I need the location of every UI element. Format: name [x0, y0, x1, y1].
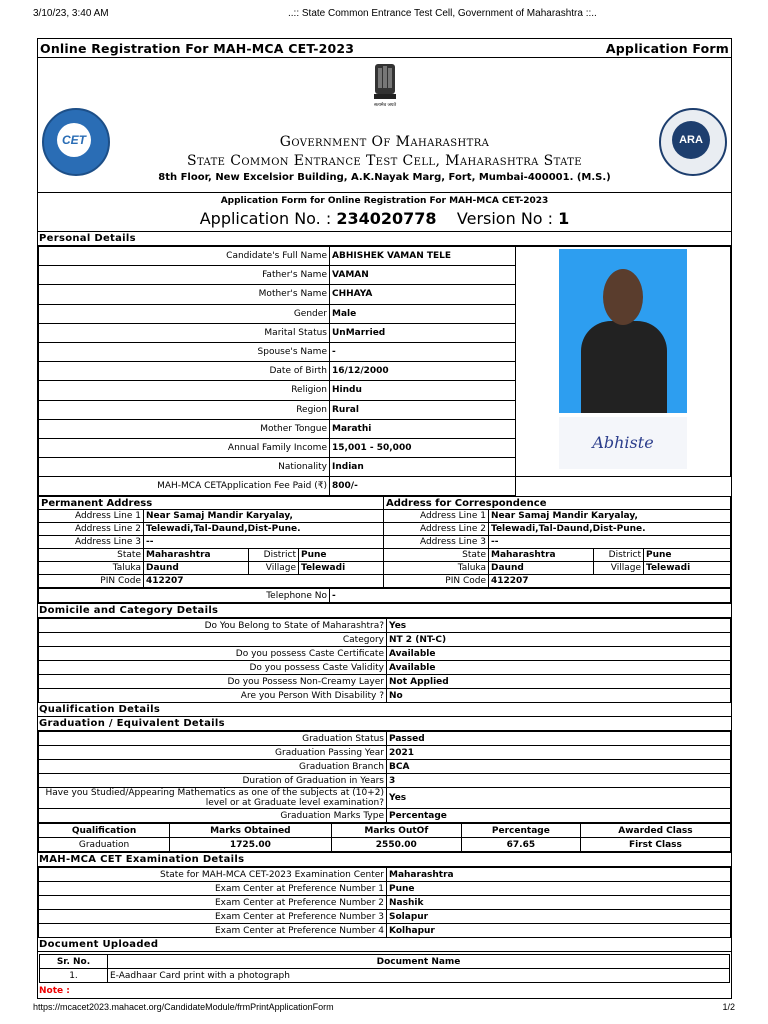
- marks-col-header: Marks Obtained: [170, 824, 332, 838]
- print-page-title: ..:: State Common Entrance Test Cell, Government of Maharashtra ::..: [288, 8, 597, 19]
- exam-center-value: Solapur: [387, 910, 731, 924]
- graduation-label: Graduation Status: [39, 732, 387, 746]
- domicile-value: Available: [387, 661, 731, 675]
- form-title-bar: [38, 39, 731, 58]
- domicile-row: [39, 619, 731, 633]
- marks-cell: 67.65: [461, 838, 580, 852]
- graduation-label: Graduation Passing Year: [39, 746, 387, 760]
- domicile-value: Not Applied: [387, 675, 731, 689]
- personal-value: 15,001 - 50,000: [330, 438, 516, 457]
- address-line1-label: Address Line 1: [384, 510, 489, 523]
- personal-label: Religion: [39, 381, 330, 400]
- permanent-line1: Near Samaj Mandir Karyalay,: [144, 510, 384, 523]
- doc-sr-header: Sr. No.: [40, 955, 108, 969]
- graduation-value: 2021: [387, 746, 731, 760]
- cet-logo-text: CET: [57, 123, 91, 157]
- domicile-label: Do you possess Caste Certificate: [39, 647, 387, 661]
- graduation-value: Yes: [387, 788, 731, 809]
- personal-value: Indian: [330, 458, 516, 477]
- district-label: District: [594, 549, 644, 562]
- correspondence-district: Pune: [644, 549, 731, 562]
- government-title: Government Of Maharashtra: [279, 134, 490, 150]
- graduation-label: Have you Studied/Appearing Mathematics as one of the subjects at (10+2) level or at Graduate level examination?: [39, 788, 387, 809]
- personal-value: Marathi: [330, 419, 516, 438]
- personal-label: Marital Status: [39, 323, 330, 342]
- permanent-line3: --: [144, 536, 384, 549]
- graduation-label: Graduation Marks Type: [39, 809, 387, 823]
- personal-label: Father's Name: [39, 266, 330, 285]
- domicile-row: [39, 647, 731, 661]
- browser-footer: [33, 1002, 735, 1012]
- graduation-value: Passed: [387, 732, 731, 746]
- application-form-label: Application Form: [605, 40, 729, 56]
- village-label: Village: [594, 562, 644, 575]
- personal-value: VAMAN: [330, 266, 516, 285]
- personal-details-heading: Personal Details: [38, 232, 731, 246]
- print-page-number: 1/2: [722, 1002, 735, 1012]
- exam-table: [38, 867, 731, 938]
- telephone-label: Telephone No: [39, 589, 330, 603]
- district-label: District: [249, 549, 299, 562]
- personal-label: Mother Tongue: [39, 419, 330, 438]
- documents-heading: Document Uploaded: [38, 938, 731, 952]
- pin-label: PIN Code: [384, 575, 489, 588]
- version-label: Version No :: [456, 209, 554, 228]
- pin-label: PIN Code: [39, 575, 144, 588]
- personal-label: Region: [39, 400, 330, 419]
- doc-name-header: Document Name: [108, 955, 730, 969]
- domicile-label: Are you Person With Disability ?: [39, 689, 387, 703]
- domicile-value: No: [387, 689, 731, 703]
- personal-value: 800/-: [330, 477, 516, 496]
- address-line1-label: Address Line 1: [39, 510, 144, 523]
- address-line3-label: Address Line 3: [384, 536, 489, 549]
- marks-cell: First Class: [580, 838, 730, 852]
- domicile-table: [38, 618, 731, 703]
- note-label: Note :: [39, 986, 70, 997]
- telephone-value: -: [330, 589, 731, 603]
- graduation-row: [39, 774, 731, 788]
- candidate-photo-cell: [516, 247, 731, 477]
- document-row: [40, 969, 730, 983]
- documents-table: [39, 954, 730, 983]
- address-line2-label: Address Line 2: [384, 523, 489, 536]
- state-label: State: [384, 549, 489, 562]
- marks-cell: 2550.00: [331, 838, 461, 852]
- personal-label: Annual Family Income: [39, 438, 330, 457]
- app-no-value: 234020778: [336, 209, 437, 228]
- domicile-value: NT 2 (NT-C): [387, 633, 731, 647]
- exam-center-label: Exam Center at Preference Number 1: [39, 882, 387, 896]
- state-label: State: [39, 549, 144, 562]
- graduation-row: [39, 788, 731, 809]
- ara-logo-text: ARA: [672, 121, 710, 159]
- application-number-line: [38, 209, 731, 232]
- correspondence-line3: --: [489, 536, 731, 549]
- marks-cell: Graduation: [39, 838, 170, 852]
- personal-details-table: [38, 246, 731, 496]
- exam-center-label: Exam Center at Preference Number 3: [39, 910, 387, 924]
- form-subtitle: Application Form for Online Registration For MAH-MCA CET-2023: [220, 196, 549, 206]
- correspondence-line1: Near Samaj Mandir Karyalay,: [489, 510, 731, 523]
- graduation-value: 3: [387, 774, 731, 788]
- cet-cell-title: State Common Entrance Test Cell, Maharashtra State: [187, 153, 582, 169]
- registration-title: Online Registration For MAH-MCA CET-2023: [40, 40, 355, 56]
- domicile-heading: Domicile and Category Details: [38, 603, 731, 618]
- documents-wrap: [38, 952, 731, 984]
- correspondence-taluka: Daund: [489, 562, 594, 575]
- emblem-caption: सत्यमेव जयते: [373, 103, 397, 108]
- correspondence-pin: 412207: [489, 575, 731, 588]
- personal-value: CHHAYA: [330, 285, 516, 304]
- permanent-address-heading: Permanent Address: [39, 497, 384, 510]
- personal-value: 16/12/2000: [330, 362, 516, 381]
- graduation-label: Duration of Graduation in Years: [39, 774, 387, 788]
- domicile-row: [39, 661, 731, 675]
- domicile-label: Category: [39, 633, 387, 647]
- exam-center-row: [39, 882, 731, 896]
- personal-value: Hindu: [330, 381, 516, 400]
- graduation-value: BCA: [387, 760, 731, 774]
- exam-center-value: Pune: [387, 882, 731, 896]
- correspondence-line2: Telewadi,Tal-Daund,Dist-Pune.: [489, 523, 731, 536]
- graduation-heading: Graduation / Equivalent Details: [38, 717, 731, 731]
- marks-col-header: Percentage: [461, 824, 580, 838]
- personal-label: Gender: [39, 304, 330, 323]
- domicile-row: [39, 633, 731, 647]
- qualification-heading: Qualification Details: [38, 703, 731, 717]
- exam-center-row: [39, 910, 731, 924]
- domicile-label: Do You Belong to State of Maharashtra?: [39, 619, 387, 633]
- permanent-pin: 412207: [144, 575, 384, 588]
- personal-label: Spouse's Name: [39, 342, 330, 361]
- print-timestamp: 3/10/23, 3:40 AM: [33, 8, 109, 19]
- graduation-row: [39, 809, 731, 823]
- domicile-row: [39, 675, 731, 689]
- graduation-value: Percentage: [387, 809, 731, 823]
- graduation-row: [39, 732, 731, 746]
- taluka-label: Taluka: [39, 562, 144, 575]
- personal-label: MAH-MCA CETApplication Fee Paid (₹): [39, 477, 330, 496]
- correspondence-village: Telewadi: [644, 562, 731, 575]
- fee-blank: [516, 477, 731, 496]
- print-url: https://mcacet2023.mahacet.org/CandidateModule/frmPrintApplicationForm: [33, 1002, 334, 1012]
- personal-label: Candidate's Full Name: [39, 247, 330, 266]
- office-address: 8th Floor, New Excelsior Building, A.K.Nayak Marg, Fort, Mumbai-400001. (M.S.): [158, 172, 611, 183]
- telephone-table: [38, 588, 731, 603]
- permanent-taluka: Daund: [144, 562, 249, 575]
- marks-col-header: Awarded Class: [580, 824, 730, 838]
- personal-value: ABHISHEK VAMAN TELE: [330, 247, 516, 266]
- marks-cell: 1725.00: [170, 838, 332, 852]
- exam-center-value: Kolhapur: [387, 924, 731, 938]
- version-value: 1: [558, 209, 570, 228]
- candidate-signature: Abhiste: [559, 417, 687, 469]
- address-line3-label: Address Line 3: [39, 536, 144, 549]
- personal-value: Rural: [330, 400, 516, 419]
- exam-center-value: Maharashtra: [387, 868, 731, 882]
- exam-center-row: [39, 924, 731, 938]
- domicile-value: Yes: [387, 619, 731, 633]
- permanent-line2: Telewadi,Tal-Daund,Dist-Pune.: [144, 523, 384, 536]
- domicile-row: [39, 689, 731, 703]
- document-sr: 1.: [40, 969, 108, 983]
- personal-label: Mother's Name: [39, 285, 330, 304]
- personal-value: -: [330, 342, 516, 361]
- exam-center-label: Exam Center at Preference Number 2: [39, 896, 387, 910]
- domicile-label: Do you Possess Non-Creamy Layer: [39, 675, 387, 689]
- exam-heading: MAH-MCA CET Examination Details: [38, 852, 731, 867]
- exam-center-value: Nashik: [387, 896, 731, 910]
- state-emblem-icon: [370, 62, 400, 108]
- graduation-row: [39, 746, 731, 760]
- domicile-label: Do you possess Caste Validity: [39, 661, 387, 675]
- marks-col-header: Qualification: [39, 824, 170, 838]
- photo-head: [603, 269, 643, 325]
- permanent-state: Maharashtra: [144, 549, 249, 562]
- personal-value: Male: [330, 304, 516, 323]
- photo-body: [581, 321, 667, 413]
- marks-col-header: Marks OutOf: [331, 824, 461, 838]
- marks-table: [38, 823, 731, 852]
- exam-center-row: [39, 868, 731, 882]
- browser-header: [33, 8, 730, 26]
- address-line2-label: Address Line 2: [39, 523, 144, 536]
- candidate-photo: [559, 249, 687, 413]
- personal-value: UnMarried: [330, 323, 516, 342]
- exam-center-label: Exam Center at Preference Number 4: [39, 924, 387, 938]
- banner: [38, 58, 731, 193]
- graduation-row: [39, 760, 731, 774]
- graduation-table: [38, 731, 731, 823]
- application-form: [37, 38, 732, 999]
- graduation-label: Graduation Branch: [39, 760, 387, 774]
- personal-row: [39, 477, 731, 496]
- taluka-label: Taluka: [384, 562, 489, 575]
- domicile-value: Available: [387, 647, 731, 661]
- correspondence-address-heading: Address for Correspondence: [384, 497, 731, 510]
- personal-row: [39, 247, 731, 266]
- correspondence-state: Maharashtra: [489, 549, 594, 562]
- personal-label: Nationality: [39, 458, 330, 477]
- exam-center-row: [39, 896, 731, 910]
- permanent-village: Telewadi: [299, 562, 384, 575]
- address-table: [38, 496, 731, 588]
- village-label: Village: [249, 562, 299, 575]
- app-no-label: Application No. :: [199, 209, 332, 228]
- exam-center-label: State for MAH-MCA CET-2023 Examination Center: [39, 868, 387, 882]
- personal-label: Date of Birth: [39, 362, 330, 381]
- permanent-district: Pune: [299, 549, 384, 562]
- document-name: E-Aadhaar Card print with a photograph: [108, 969, 730, 983]
